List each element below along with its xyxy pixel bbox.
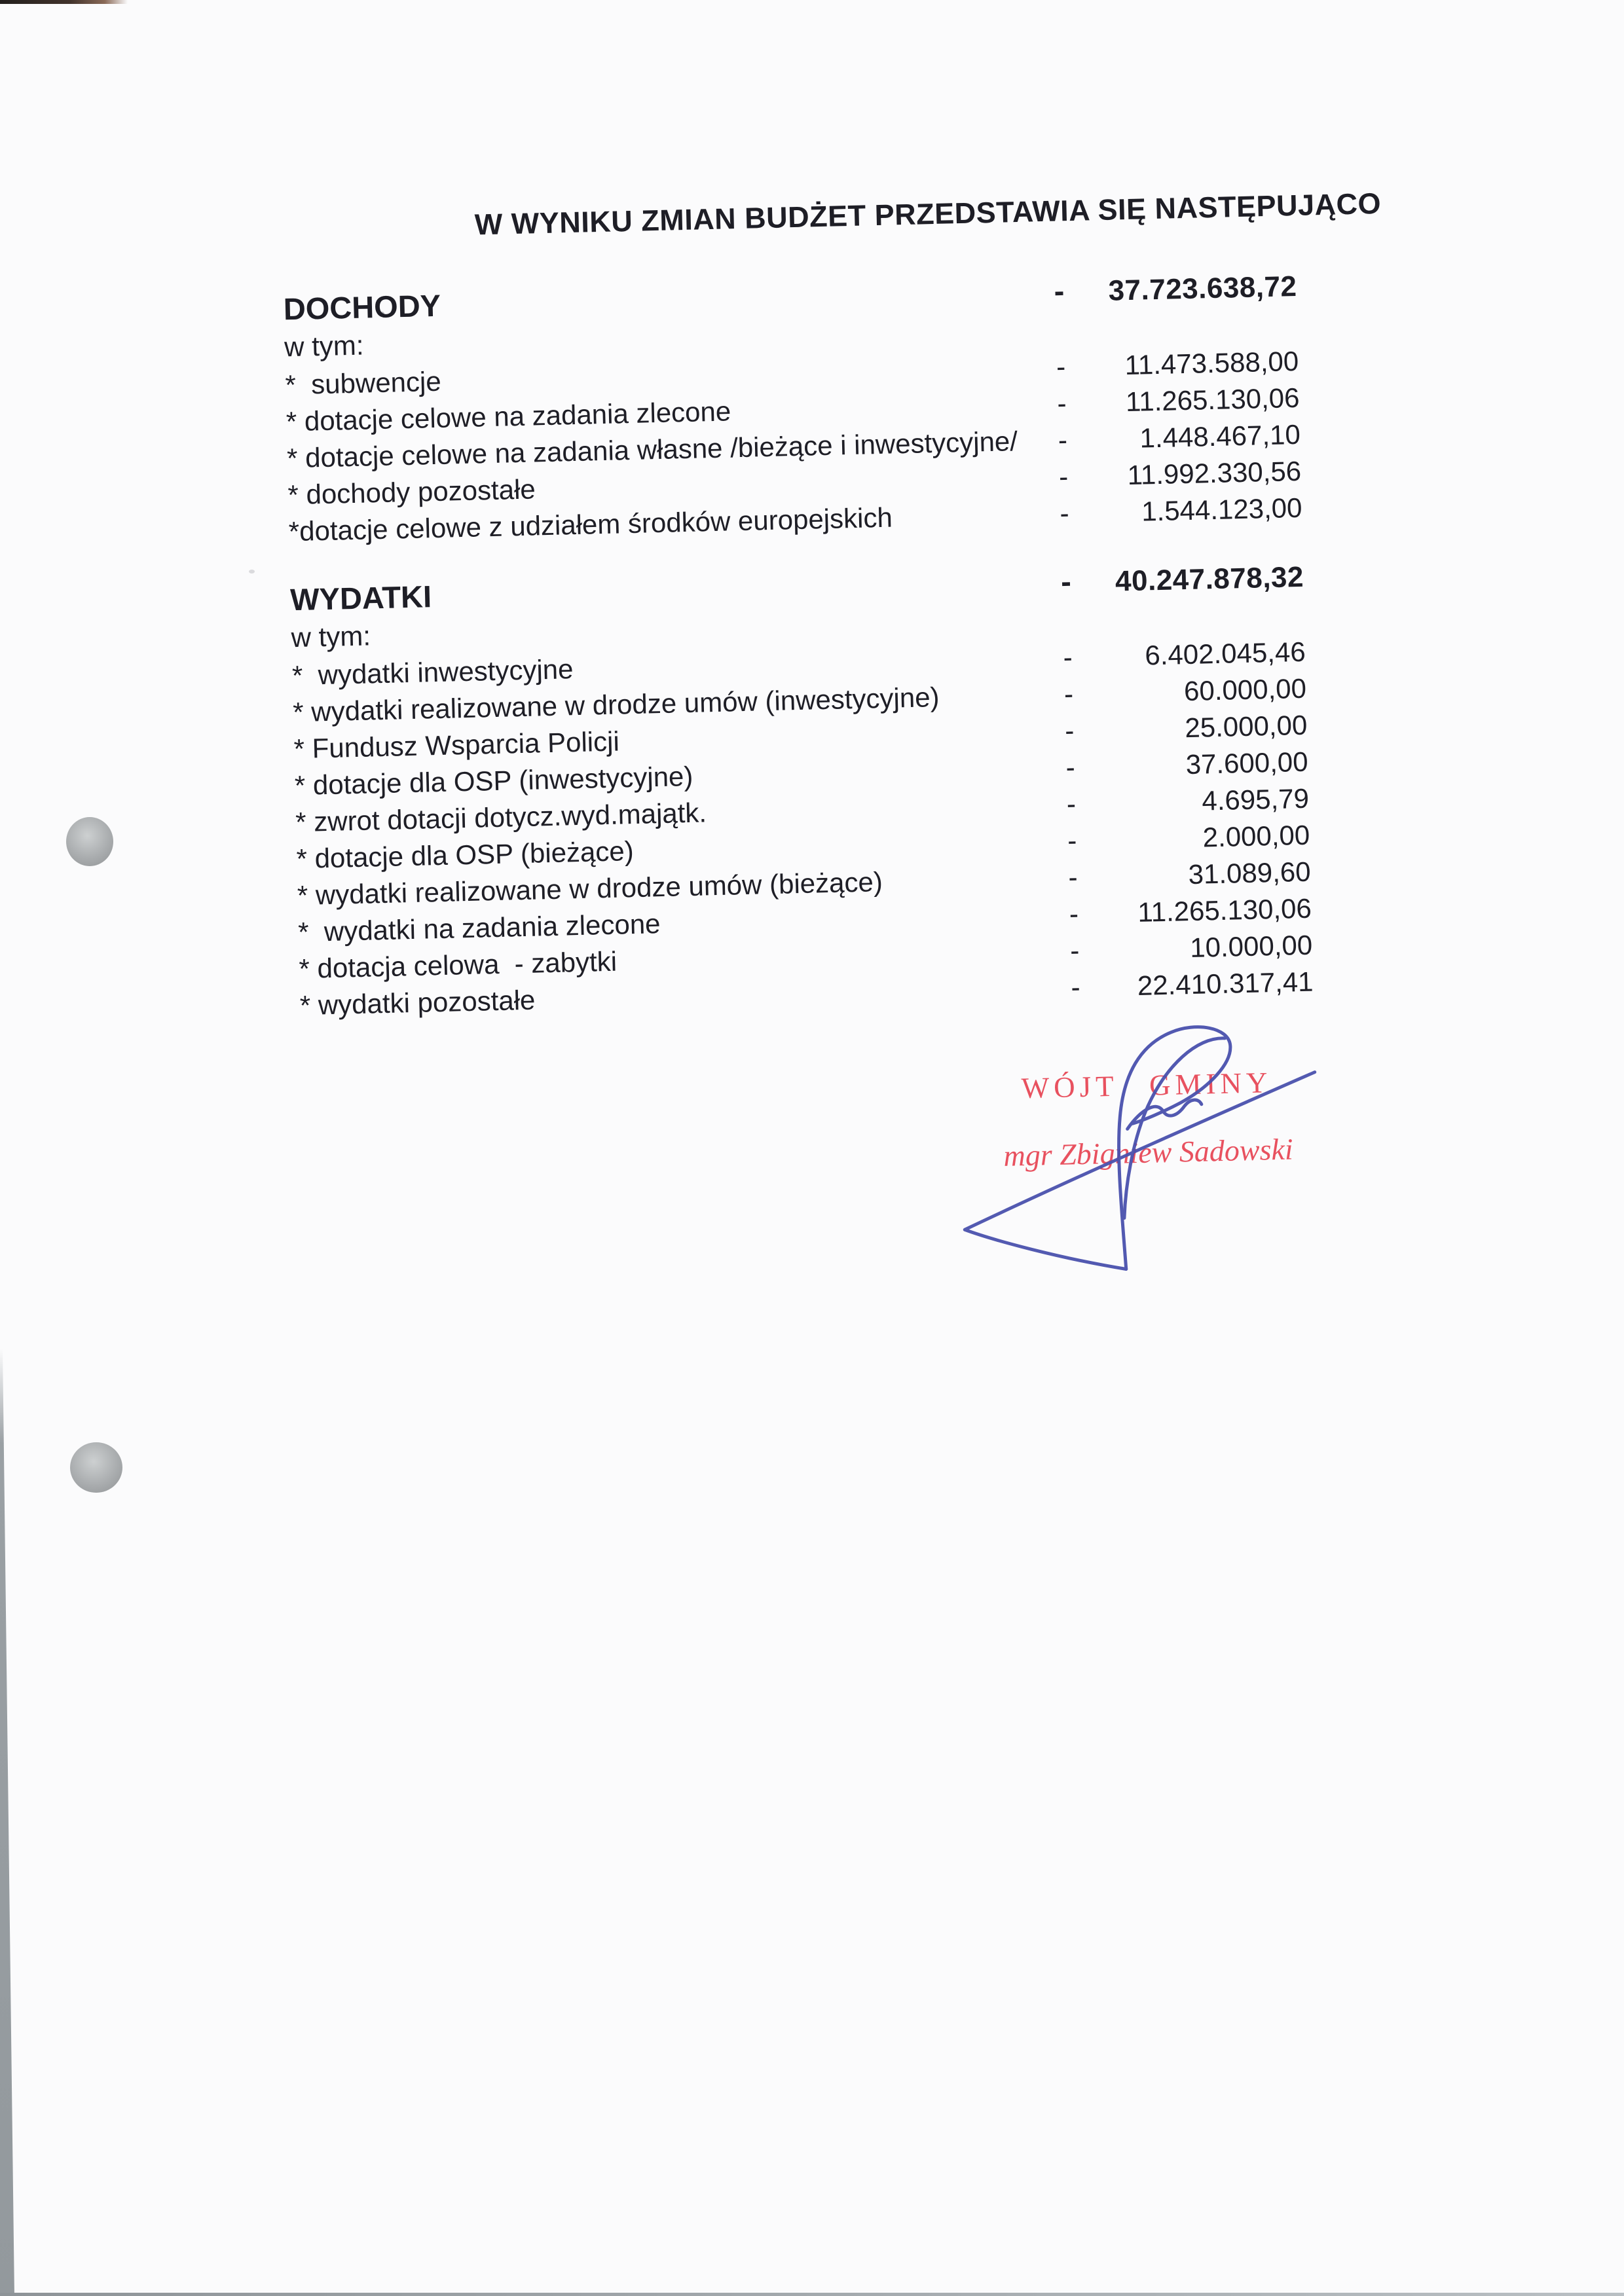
item-value: 31.089,60 xyxy=(1188,856,1312,890)
section-header: DOCHODY xyxy=(283,287,441,327)
item-label: * zwrot dotacji dotycz.wyd.majątk. xyxy=(295,797,707,838)
item-value: 11.473.588,00 xyxy=(1124,345,1299,381)
dash-separator: - xyxy=(1070,972,1081,1003)
dash-separator: - xyxy=(1060,564,1072,599)
stamp-title: WÓJT GMINY xyxy=(1021,1066,1273,1105)
item-value: 11.992.330,56 xyxy=(1127,455,1302,491)
item-value: 4.695,79 xyxy=(1201,782,1310,816)
dash-separator: - xyxy=(1068,862,1079,893)
dash-separator: - xyxy=(1054,273,1065,308)
item-value: 1.448.467,10 xyxy=(1139,418,1301,454)
item-value: 25.000,00 xyxy=(1184,709,1308,744)
item-label: * dotacje dla OSP (bieżące) xyxy=(296,835,635,875)
dash-separator: - xyxy=(1064,715,1075,746)
item-label: * wydatki na zadania zlecone xyxy=(297,908,661,948)
scan-edge-top xyxy=(0,0,128,4)
official-stamp xyxy=(993,1066,1302,1173)
item-label: * Fundusz Wsparcia Policji xyxy=(293,725,620,765)
item-label: * dotacje celowe na zadania zlecone xyxy=(286,395,731,437)
document-title: W WYNIKU ZMIAN BUDŻET PRZEDSTAWIA SIĘ NASTĘPUJĄCO xyxy=(474,186,1382,242)
item-value: 11.265.130,06 xyxy=(1137,892,1312,928)
item-value: 1.544.123,00 xyxy=(1141,492,1302,527)
dash-separator: - xyxy=(1058,424,1068,456)
item-value: 11.265.130,06 xyxy=(1125,382,1300,418)
dash-separator: - xyxy=(1069,935,1080,966)
item-label: * subwencje xyxy=(284,365,442,401)
item-label: * dochody pozostałe xyxy=(287,473,536,511)
item-label: * wydatki inwestycyjne xyxy=(291,653,574,691)
subheader: w tym: xyxy=(284,329,365,363)
item-label: *dotacje celowe z udziałem środków europejskich xyxy=(288,501,893,547)
item-value: 60.000,00 xyxy=(1183,672,1307,707)
dash-separator: - xyxy=(1067,825,1077,856)
item-label: * wydatki pozostałe xyxy=(299,984,536,1021)
section-total: 40.247.878,32 xyxy=(1115,560,1304,598)
item-label: * dotacja celowa - zabytki xyxy=(299,945,618,985)
item-label: * dotacje dla OSP (inwestycyjne) xyxy=(294,760,693,801)
scan-edge-left xyxy=(0,1349,16,2296)
stamp-name: mgr Zbigniew Sadowski xyxy=(1003,1132,1294,1173)
item-label: * wydatki realizowane w drodze umów (inwestycyjne) xyxy=(292,681,940,728)
dash-separator: - xyxy=(1059,498,1070,529)
item-value: 22.410.317,41 xyxy=(1137,966,1314,1001)
item-value: 37.600,00 xyxy=(1185,746,1309,780)
dash-separator: - xyxy=(1066,788,1077,820)
item-value: 10.000,00 xyxy=(1189,929,1313,964)
dash-separator: - xyxy=(1063,642,1073,673)
dash-separator: - xyxy=(1056,351,1066,382)
budget-table xyxy=(283,266,1314,1024)
dash-separator: - xyxy=(1063,678,1074,710)
section-header: WYDATKI xyxy=(289,579,432,617)
item-value: 2.000,00 xyxy=(1202,819,1310,853)
item-label: * dotacje celowe na zadania własne /bieżące i inwestycyjne/ xyxy=(286,426,1018,474)
dash-separator: - xyxy=(1069,898,1079,930)
dash-separator: - xyxy=(1065,752,1076,783)
subheader: w tym: xyxy=(291,620,371,653)
section-total: 37.723.638,72 xyxy=(1108,270,1298,307)
dash-separator: - xyxy=(1056,388,1067,419)
item-value: 6.402.045,46 xyxy=(1144,636,1306,671)
dash-separator: - xyxy=(1058,461,1069,492)
item-label: * wydatki realizowane w drodze umów (bieżące) xyxy=(297,866,883,911)
